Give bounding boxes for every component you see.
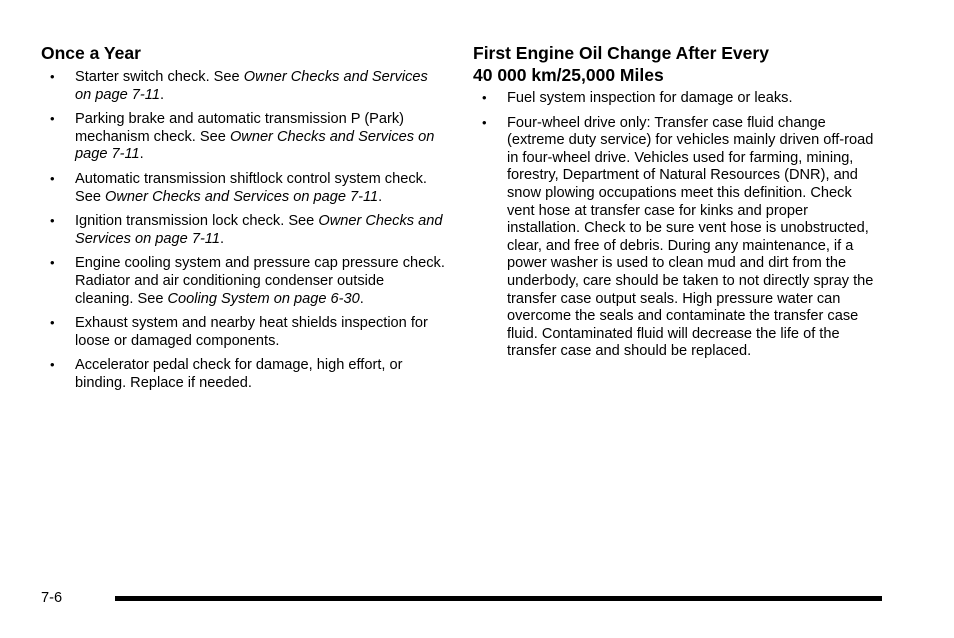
page-number: 7-6 [41, 590, 63, 606]
first-oil-change-list [473, 90, 878, 361]
list-item [473, 90, 878, 108]
page-reference: Owner Checks and Services on page 7-11 [75, 128, 435, 163]
item-text: Exhaust system and nearby heat shields inspection for loose or damaged components. [75, 315, 428, 349]
page-reference: Cooling System on page 6-30 [167, 290, 360, 307]
item-end: . [378, 188, 383, 205]
item-text: Ignition transmission lock check. See [75, 213, 319, 230]
once-a-year-list [41, 69, 446, 393]
item-text: Four-wheel drive only: Transfer case fluid change (extreme duty service) for vehicles mainly driven off-road in four-wheel drive. Vehicles used for farming, mining, forestry, Department of Natural Resources (DNR), and snow plowing occupations meet this definition. Check vent hose at transfer case for kinks and proper installation. Check to be sure vent hose is unobstructed, clear, and free of debris. During any maintenance, if a power washer is used to clean mud and dirt from the underbody, care should be taken to not directly spray the transfer case output seals. High pressure water can overcome the seals and contaminate the transfer case fluid. Contaminated fluid will decrease the life of the transfer case and should be replaced. [507, 114, 874, 360]
list-item [473, 115, 878, 361]
right-column [473, 42, 878, 368]
page-reference: Owner Checks and Services on page 7-11 [105, 188, 379, 205]
bullet-icon: • [50, 69, 55, 84]
bullet-icon: • [50, 255, 55, 271]
bullet-icon: • [50, 315, 55, 331]
bullet-icon: • [482, 90, 487, 105]
list-item [41, 255, 446, 308]
item-end: . [159, 86, 164, 103]
item-end: . [359, 290, 364, 307]
list-item [41, 111, 446, 164]
page-reference: Owner Checks and Services on page 7-11 [75, 213, 443, 247]
heading-line-2: 40 000 km/25,000 Miles [473, 65, 664, 85]
page-reference: Owner Checks and Services on page 7-11 [75, 69, 428, 103]
heading-line-1: First Engine Oil Change After Every [473, 43, 769, 63]
bullet-icon: • [482, 114, 487, 130]
list-item [41, 171, 446, 206]
left-column [41, 42, 446, 400]
item-text: Starter switch check. See [75, 69, 244, 85]
list-item [41, 213, 446, 248]
bullet-icon: • [50, 170, 55, 186]
item-text: Accelerator pedal check for damage, high effort, or binding. Replace if needed. [75, 357, 403, 391]
item-text: Engine cooling system and pressure cap pressure check. Radiator and air conditioning condenser outside cleaning. See [75, 255, 445, 307]
section-heading-first-oil-change [473, 42, 878, 86]
list-item [41, 69, 446, 104]
bullet-icon: • [50, 357, 55, 373]
item-end: . [219, 230, 225, 247]
list-item [41, 357, 446, 392]
item-text: Automatic transmission shiftlock control system check. See [75, 170, 427, 205]
bullet-icon: • [50, 213, 55, 229]
bullet-icon: • [50, 111, 55, 127]
item-text: Fuel system inspection for damage or leaks. [507, 90, 793, 106]
item-end: . [139, 146, 144, 163]
item-text: Parking brake and automatic transmission P (Park) mechanism check. See [75, 111, 405, 145]
footer-rule [115, 596, 882, 601]
section-heading-once-a-year: Once a Year [41, 43, 141, 63]
list-item [41, 315, 446, 350]
